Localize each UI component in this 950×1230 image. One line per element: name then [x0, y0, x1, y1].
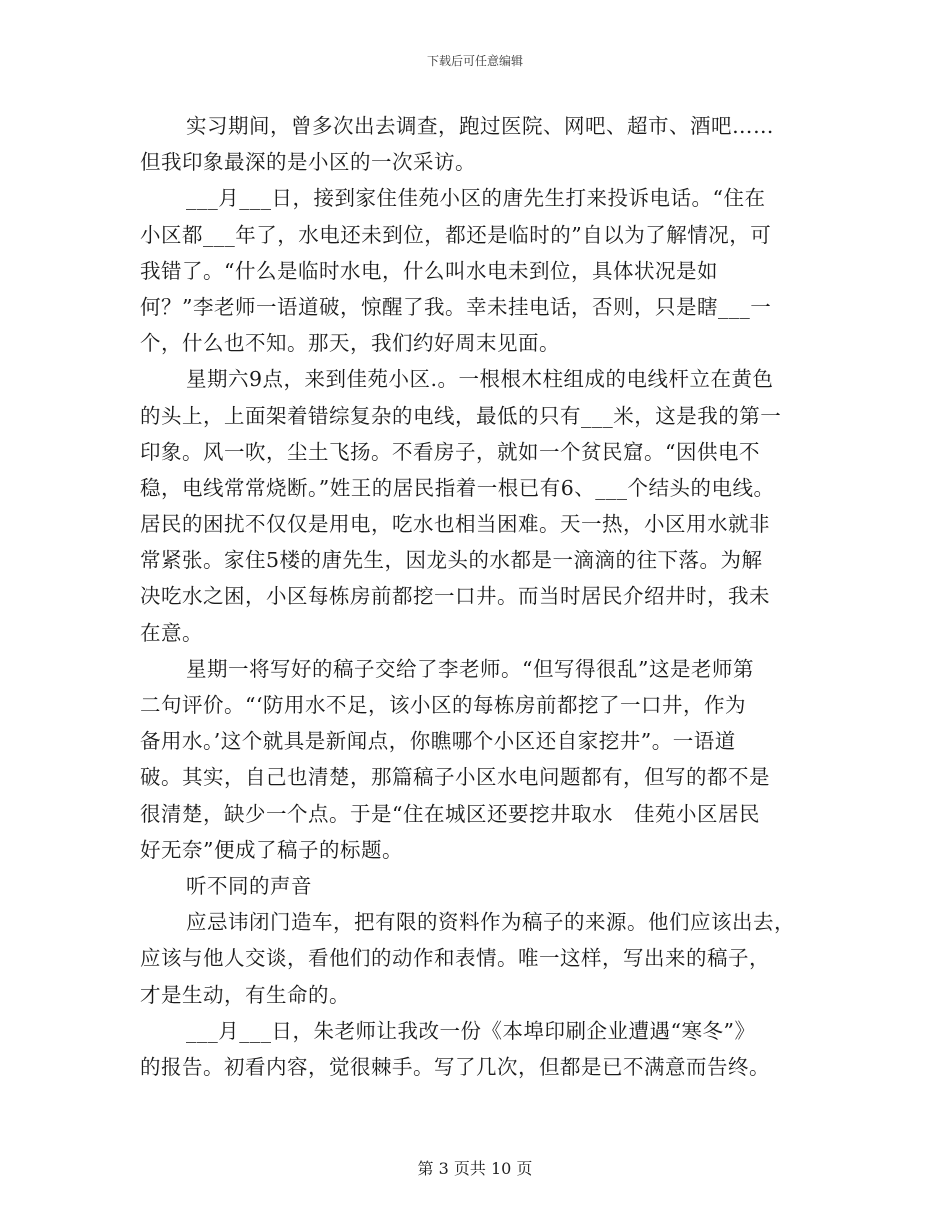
text-line: 个，什么也不知。那天，我们约好周末见面。 — [140, 331, 560, 356]
text-line: 何？”李老师一语道破，惊醒了我。幸未挂电话，否则，只是瞎___一 — [140, 294, 772, 319]
text-line: 星期一将写好的稿子交给了李老师。“但写得很乱”这是老师第 — [186, 656, 754, 681]
text-line: 很清楚，缺少一个点。于是“住在城区还要挖井取水 佳苑小区居民 — [140, 801, 760, 826]
text-line: 稳，电线常常烧断。”姓王的居民指着一根已有6、___个结头的电线。 — [140, 475, 775, 500]
page-header-note: 下载后可任意编辑 — [426, 54, 523, 68]
text-line: 的报告。初看内容，觉很棘手。写了几次，但都是已不满意而告终。 — [140, 1054, 770, 1079]
text-line: 好无奈”便成了稿子的标题。 — [140, 837, 403, 862]
page-number: 第 3 页共 10 页 — [417, 1159, 533, 1178]
text-line: 应该与他人交谈，看他们的动作和表情。唯一这样，写出来的稿子， — [140, 946, 770, 971]
text-line: 印象。风一吹，尘土飞扬。不看房子，就如一个贫民窟。“因供电不 — [140, 439, 760, 464]
text-line: 决吃水之困，小区每栋房前都挖一口井。而当时居民介绍井时，我未 — [140, 584, 770, 609]
text-line: 才是生动，有生命的。 — [140, 982, 350, 1007]
text-line: 的头上，上面架着错综复杂的电线，最低的只有___米，这是我的第一 — [140, 403, 782, 428]
text-line: 但我印象最深的是小区的一次采访。 — [140, 150, 476, 175]
text-line: ___月___日，接到家住佳苑小区的唐先生打来投诉电话。“住在 — [186, 186, 766, 211]
text-line: 星期六9点，来到佳苑小区.。一根根木柱组成的电线杆立在黄色 — [186, 367, 774, 392]
text-line: 常紧张。家住5楼的唐先生，因龙头的水都是一滴滴的往下落。为解 — [140, 548, 763, 573]
text-line: 我错了。“什么是临时水电，什么叫水电未到位，具体状况是如 — [140, 258, 718, 283]
text-line: 应忌讳闭门造车，把有限的资料作为稿子的来源。他们应该出去， — [186, 910, 795, 935]
text-line: 二句评价。“‘防用水不足，该小区的每栋房前都挖了一口井，作为 — [140, 693, 746, 717]
text-line: 居民的困扰不仅仅是用电，吃水也相当困难。天一热，小区用水就非 — [140, 512, 770, 537]
text-line: 实习期间，曾多次出去调查，跑过医院、网吧、超市、酒吧…… — [186, 114, 774, 138]
section-heading: 听不同的声音 — [186, 873, 312, 898]
text-line: 在意。 — [140, 620, 203, 645]
text-line: 备用水。’这个就具是新闻点，你瞧哪个小区还自家挖井”。一语道 — [140, 729, 736, 754]
text-line: ___月___日，朱老师让我改一份《本埠印刷企业遭遇“寒冬”》 — [186, 1018, 756, 1043]
text-line: 破。其实，自己也清楚，那篇稿子小区水电问题都有，但写的都不是 — [140, 765, 770, 790]
text-line: 小区都___年了，水电还未到位，都还是临时的”自以为了解情况，可 — [140, 222, 772, 247]
document-body — [140, 108, 808, 1085]
